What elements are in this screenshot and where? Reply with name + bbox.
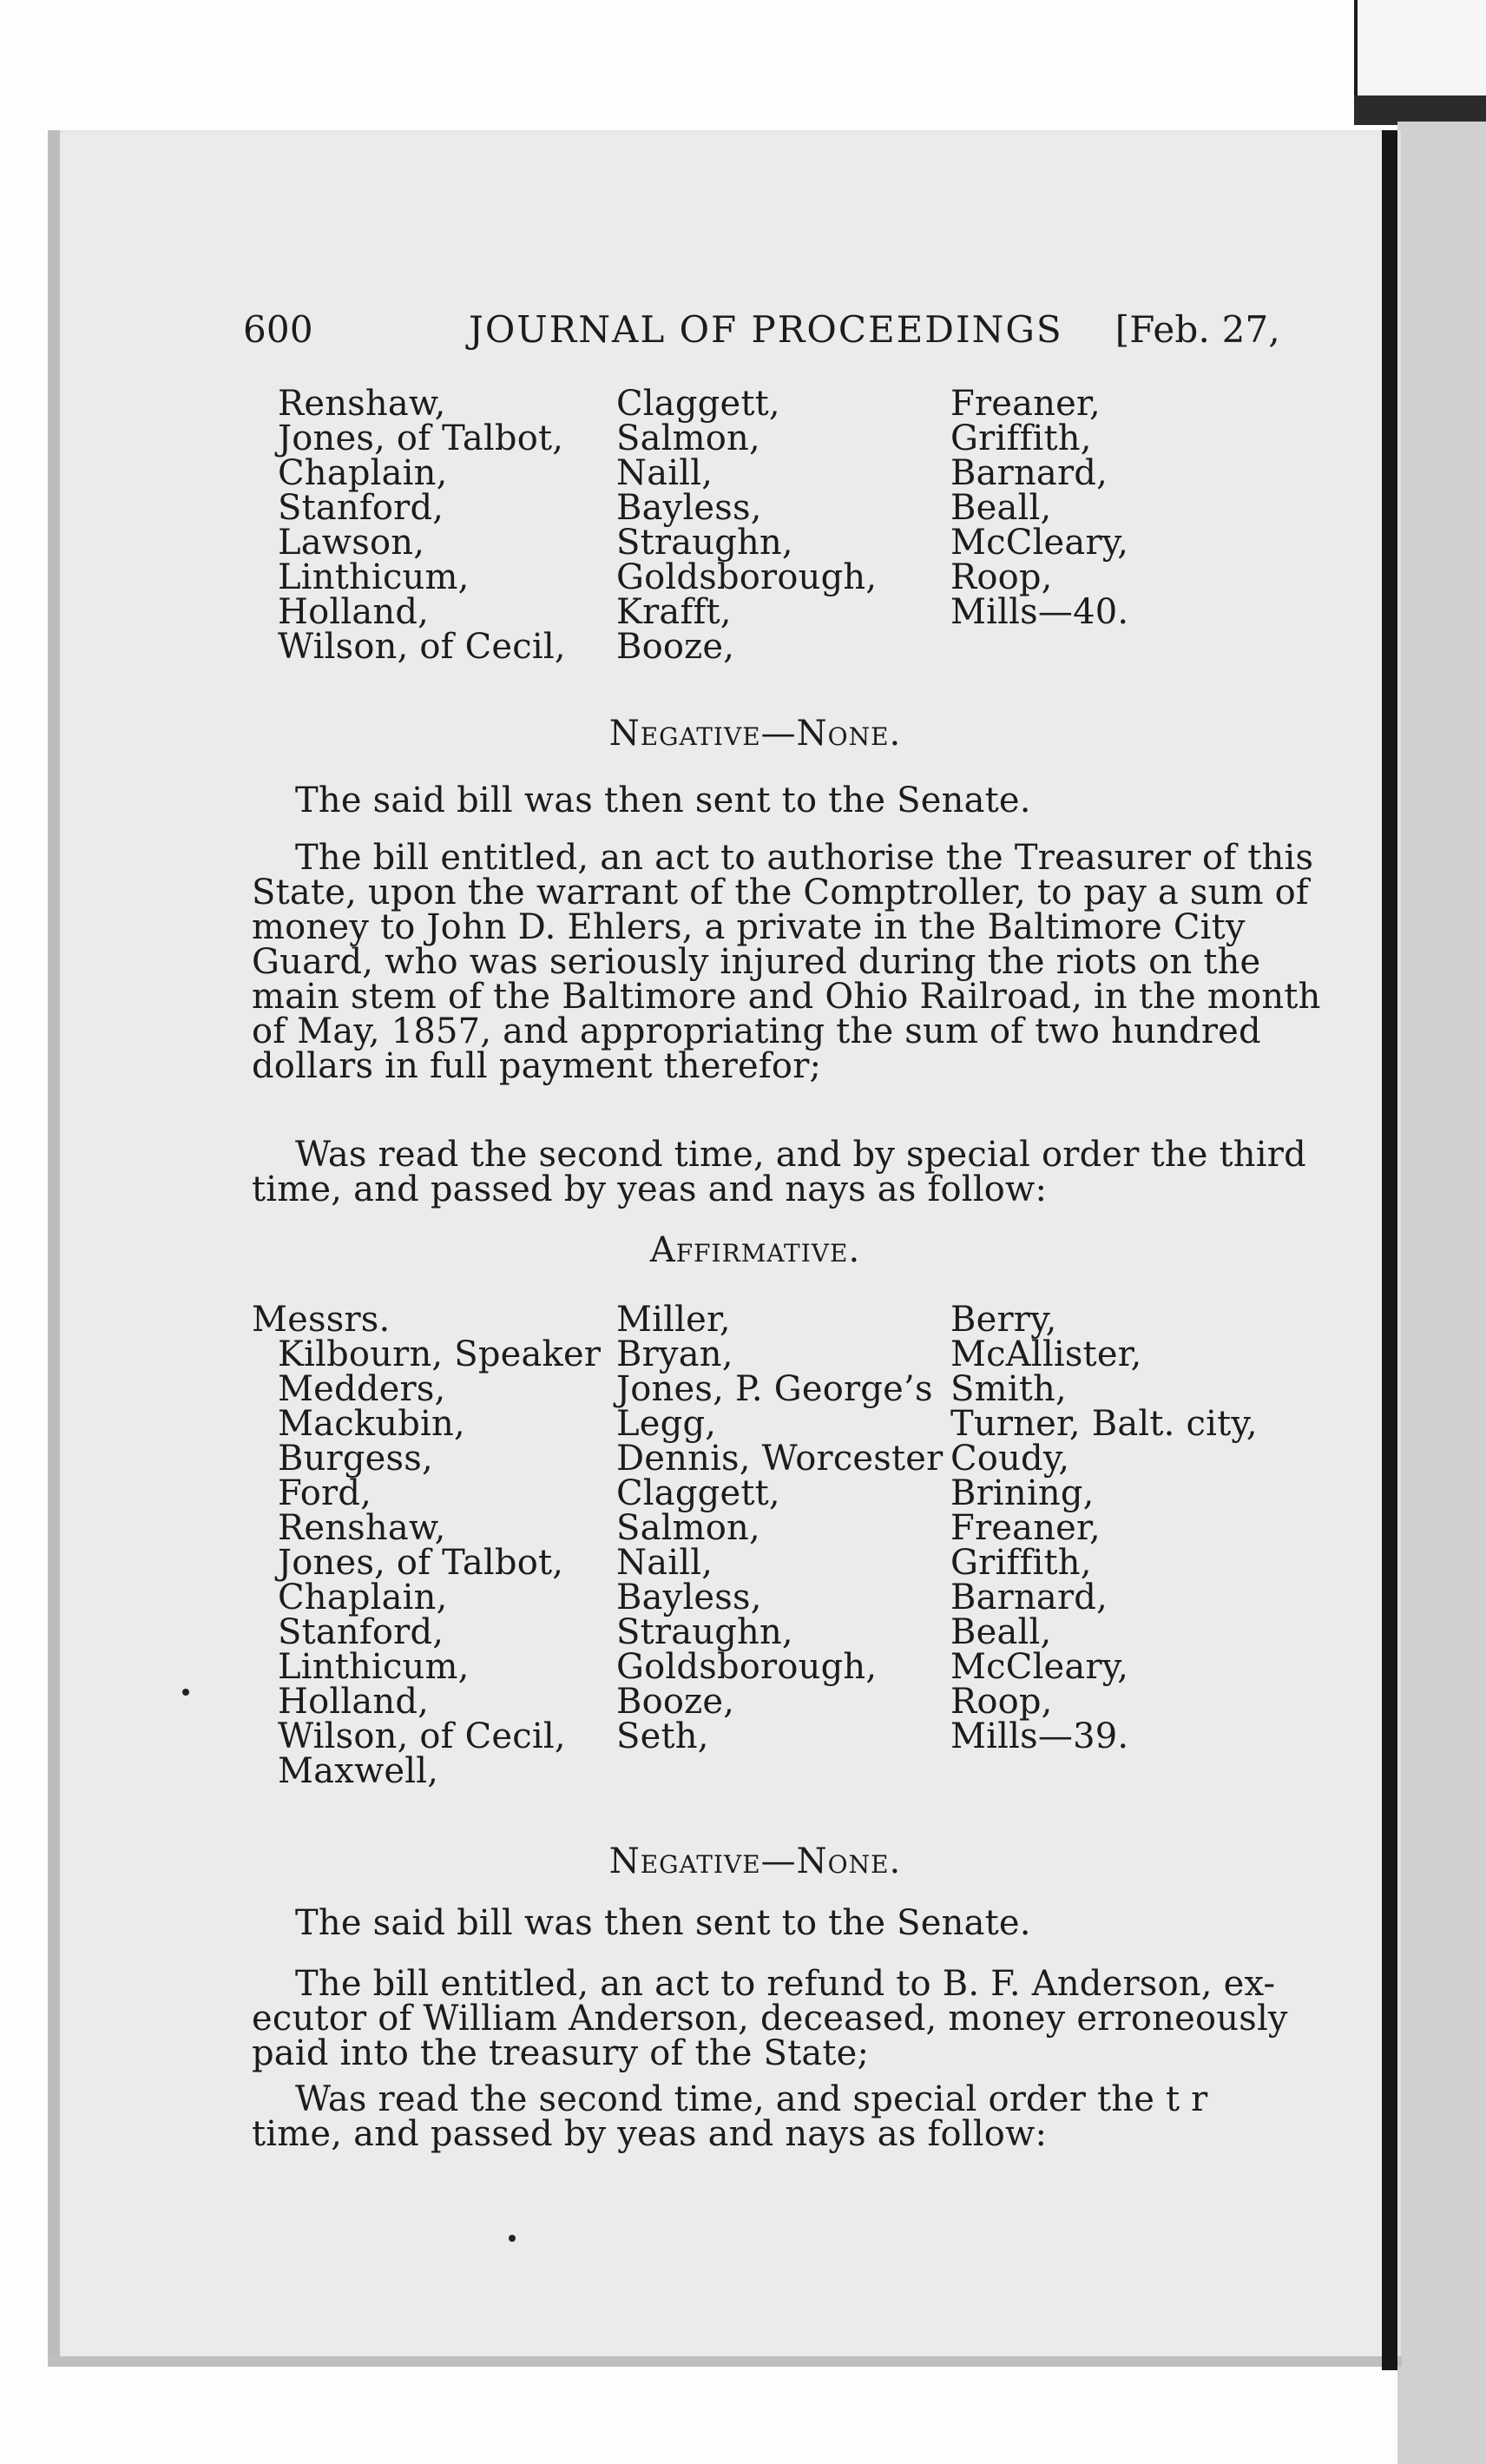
list-item: Chaplain, [278, 453, 448, 493]
text-line: ecutor of William Anderson, deceased, money erroneously [252, 1999, 1288, 2039]
list-item: Bryan, [616, 1334, 733, 1374]
bill2-col1 [252, 1302, 601, 1789]
text-line: Was read the second time, and by special order the third [295, 1135, 1306, 1175]
list-item: Mills—39. [950, 1716, 1129, 1756]
binding-top-strip [1354, 96, 1486, 125]
list-item: Chaplain, [278, 1578, 448, 1617]
vote1-col1 [278, 384, 566, 667]
text-line: paid into the treasury of the State; [252, 2033, 870, 2073]
text-line: The bill entitled, an act to authorise the Treasurer of this [295, 838, 1314, 878]
list-item: Messrs. [252, 1300, 391, 1340]
list-item: Holland, [278, 592, 430, 632]
header-date: [Feb. 27, [1114, 308, 1280, 351]
text-line: of May, 1857, and appropriating the sum of two hundred [252, 1011, 1261, 1051]
page-number: 600 [243, 308, 313, 351]
book-binding [1382, 130, 1397, 2370]
next-page-edge [1397, 122, 1486, 2464]
list-item: Mills—40. [950, 592, 1129, 632]
list-item: Berry, [950, 1300, 1057, 1340]
list-item: Bayless, [616, 488, 762, 528]
list-item: Stanford, [278, 488, 444, 528]
list-item: Jones, of Talbot, [278, 1543, 564, 1583]
list-item: Barnard, [950, 1578, 1108, 1617]
list-item: Griffith, [950, 418, 1092, 458]
list-item: Lawson, [278, 523, 425, 563]
list-item: Naill, [616, 1543, 713, 1583]
list-item: Booze, [616, 627, 735, 667]
list-item: McAllister, [950, 1334, 1142, 1374]
ink-speck [182, 1689, 189, 1696]
list-item: Seth, [616, 1716, 709, 1756]
list-item: Mackubin, [278, 1404, 465, 1444]
list-item: Wilson, of Cecil, [278, 1716, 566, 1756]
list-item: Kilbourn, Speaker [278, 1334, 602, 1374]
list-item: Dennis, Worcester [616, 1439, 944, 1479]
paragraph [252, 1964, 1288, 2073]
list-item: Straughn, [616, 523, 793, 563]
list-item: Freaner, [950, 1508, 1101, 1548]
list-item: Freaner, [950, 384, 1101, 424]
text-line: Guard, who was seriously injured during the riots on the [252, 942, 1261, 982]
vote1-col3 [950, 384, 1129, 632]
text-line: money to John D. Ehlers, a private in the Baltimore City [252, 907, 1246, 947]
list-item: McCleary, [950, 1647, 1129, 1687]
list-item: Salmon, [616, 418, 760, 458]
list-item: Griffith, [950, 1543, 1092, 1583]
list-item: Miller, [616, 1300, 731, 1340]
list-item: Maxwell, [278, 1751, 439, 1791]
negative-label: Negative—None. [608, 714, 902, 754]
list-item: Ford, [278, 1473, 372, 1513]
list-item: Jones, P. George’s [616, 1369, 933, 1409]
list-item: Salmon, [616, 1508, 760, 1548]
text-line: Was read the second time, and special order the t r [295, 2079, 1208, 2119]
list-item: Straughn, [616, 1612, 793, 1652]
running-header [243, 308, 1280, 356]
list-item: Turner, Balt. city, [950, 1404, 1258, 1444]
affirmative-label: Affirmative. [649, 1230, 861, 1270]
list-item: Renshaw, [278, 384, 446, 424]
list-item: Smith, [950, 1369, 1067, 1409]
text-line: State, upon the warrant of the Comptroller, to pay a sum of [252, 873, 1309, 912]
list-item: Barnard, [950, 453, 1108, 493]
text-line: time, and passed by yeas and nays as follow: [252, 1169, 1048, 1209]
paragraph: The said bill was then sent to the Senate. [295, 1903, 1031, 1943]
list-item: Jones, of Talbot, [278, 418, 564, 458]
text-line: main stem of the Baltimore and Ohio Railroad, in the month [252, 977, 1321, 1017]
list-item: Roop, [950, 557, 1053, 597]
bill2-col3 [950, 1302, 1258, 1754]
list-item: Wilson, of Cecil, [278, 627, 566, 667]
text-line: The bill entitled, an act to refund to B. F. Anderson, ex- [295, 1964, 1276, 2004]
list-item: Bayless, [616, 1578, 762, 1617]
next-page-corner [1354, 0, 1486, 96]
paragraph: The said bill was then sent to the Senate. [295, 781, 1031, 820]
paragraph [252, 1135, 1306, 1209]
list-item: Goldsborough, [616, 557, 878, 597]
list-item: Linthicum, [278, 1647, 470, 1687]
text-line: dollars in full payment therefor; [252, 1046, 822, 1086]
text-line: time, and passed by yeas and nays as follow: [252, 2114, 1048, 2154]
ink-speck [509, 2235, 516, 2242]
list-item: Legg, [616, 1404, 717, 1444]
paragraph [252, 838, 1321, 1086]
page-title: JOURNAL OF PROCEEDINGS [469, 308, 1063, 351]
page-bottom-edge [48, 2356, 1402, 2367]
list-item: Naill, [616, 453, 713, 493]
list-item: Burgess, [278, 1439, 433, 1479]
list-item: Roop, [950, 1682, 1053, 1722]
list-item: Goldsborough, [616, 1647, 878, 1687]
list-item: Medders, [278, 1369, 446, 1409]
list-item: Linthicum, [278, 557, 470, 597]
list-item: Stanford, [278, 1612, 444, 1652]
list-item: Coudy, [950, 1439, 1070, 1479]
list-item: Renshaw, [278, 1508, 446, 1548]
list-item: Holland, [278, 1682, 430, 1722]
list-item: Booze, [616, 1682, 735, 1722]
list-item: McCleary, [950, 523, 1129, 563]
list-item: Beall, [950, 1612, 1052, 1652]
list-item: Krafft, [616, 592, 732, 632]
list-item: Claggett, [616, 384, 780, 424]
paragraph [252, 2079, 1259, 2154]
list-item: Beall, [950, 488, 1052, 528]
list-item: Brining, [950, 1473, 1095, 1513]
bill2-col2 [616, 1302, 944, 1754]
list-item: Claggett, [616, 1473, 780, 1513]
vote1-col2 [616, 384, 878, 667]
negative-label: Negative—None. [608, 1841, 902, 1881]
